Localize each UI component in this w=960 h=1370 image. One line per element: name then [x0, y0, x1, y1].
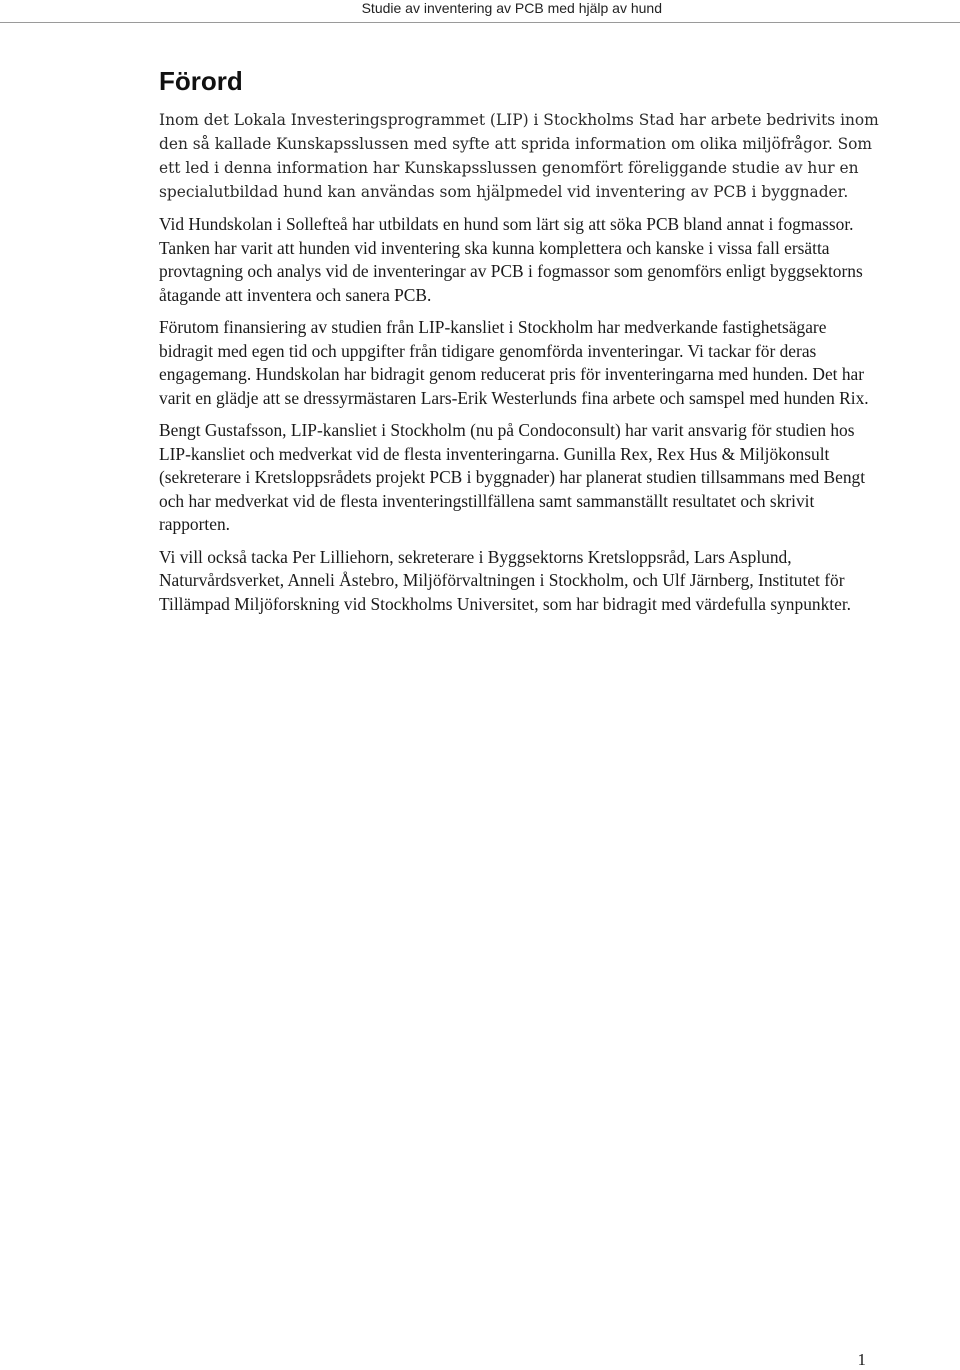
- paragraph-financing: Förutom finansiering av studien från LIP-kansliet i Stockholm har medverkande fastighetsägare bidragit med egen tid och uppgifter från tidigare genomförda inventeringar. Vi tackar för deras engagemang. Hundskolan har bidragit genom reducerat pris för inventeringarna med hunden. Det har varit en glädje att se dressyrmästaren Lars-Erik Westerlunds fina arbete och samspel med hunden Rix.: [159, 317, 869, 408]
- page-content: [159, 62, 879, 625]
- running-header: [0, 0, 960, 23]
- paragraph-hundskolan: Vid Hundskolan i Sollefteå har utbildats en hund som lärt sig att söka PCB bland annat i fogmassor. Tanken har varit att hunden vid inventering ska kunna komplettera och kanske i vissa fall ersätta provtagning och analys vid de inventeringar av PCB i fogmassor som genomförs enligt byggsektorns åtagande att inventera och sanera PCB.: [159, 214, 863, 305]
- paragraph-intro: Inom det Lokala Investeringsprogrammet (LIP) i Stockholms Stad har arbete bedrivits inom den så kallade Kunskapsslussen med syfte att sprida information om olika miljöfrågor. Som ett led i denna information har Kunskapsslussen genomfört föreliggande studie av hur en specialutbildad hund kan användas som hjälpmedel vid inventering av PCB i byggnader.: [159, 111, 879, 201]
- page-number: 1: [857, 1350, 866, 1369]
- running-header-title: Studie av inventering av PCB med hjälp av hund: [361, 0, 662, 16]
- paragraph-authors: Bengt Gustafsson, LIP-kansliet i Stockholm (nu på Condoconsult) har varit ansvarig för studien hos LIP-kansliet och medverkat vid de flesta inventeringarna. Gunilla Rex, Rex Hus & Miljökonsult (sekreterare i Kretsloppsrådets projekt PCB i byggnader) har planerat studien tillsammans med Bengt och har medverkat vid de flesta inventeringstillfällena samt sammanställt resultatet och skrivit rapporten.: [159, 420, 866, 534]
- paragraph-acknowledgements: Vi vill också tacka Per Lilliehorn, sekreterare i Byggsektorns Kretsloppsråd, Lars Asplund, Naturvårdsverket, Anneli Åstebro, Miljöförvaltningen i Stockholm, och Ulf Järnberg, Institutet för Tillämpad Miljöforskning vid Stockholms Universitet, som har bidragit med värdefulla synpunkter.: [159, 546, 852, 614]
- page-title: Förord: [159, 66, 243, 96]
